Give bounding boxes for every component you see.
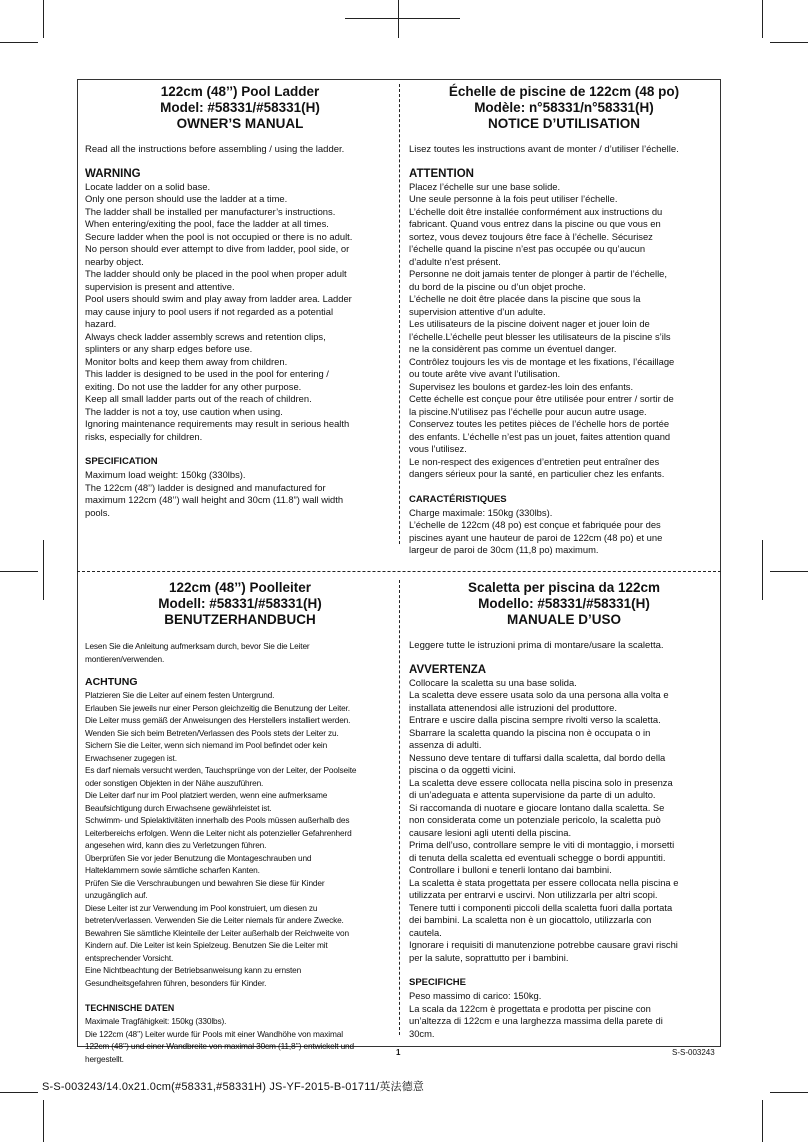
text-line: fabricant. Quand vous entrez dans la piscine ou que vous en [409, 218, 661, 229]
text-line: Die 122cm (48’’) Leiter wurde für Pools mit einer Wandhöhe von maximal [85, 1028, 343, 1039]
crop-mark [43, 0, 44, 38]
text-line: pools. [85, 506, 111, 518]
title-line: Model: #58331/#58331(H) [160, 100, 320, 115]
text-line: assenza di adulti. [409, 739, 482, 750]
german-title [85, 580, 395, 628]
text-line: Les utilisateurs de la piscine doivent nager et jouer loin de [409, 318, 650, 329]
spec-list [85, 1015, 395, 1065]
text-line: dei bambini. La scaletta non è un giocattolo, utilizzarla con [409, 914, 652, 925]
text-line: Tenere tutti i componenti piccoli della scaletta fuori dalla portata [409, 901, 673, 913]
text-line: l’échelle.L’échelle peut blesser les utilisateurs de la piscine s’ils [409, 330, 671, 342]
spec-list [409, 990, 719, 1040]
text-line: Prima dell’uso, controllare sempre le viti di montaggio, i morsetti [409, 839, 675, 850]
warning-list [85, 689, 395, 989]
english-section [85, 84, 395, 519]
text-line: Controllare i bulloni e tenerli lontano dai bambini. [409, 864, 612, 875]
text-line: This ladder is designed to be used in the pool for entering / [85, 368, 329, 379]
text-line: Diese Leiter ist zur Verwendung im Pool konstruiert, um diesen zu [85, 902, 318, 913]
title-line: MANUALE D’USO [507, 612, 621, 627]
text-line: Collocare la scaletta su una base solida. [409, 676, 577, 688]
intro-text: Lisez toutes les instructions avant de monter / d’utiliser l’échelle. [409, 144, 679, 155]
text-line: Ignorare i requisiti di manutenzione potrebbe causare gravi rischi [409, 939, 678, 950]
text-line: Si raccomanda di nuotare e giocare lontano dalla scaletta. Se [409, 801, 665, 813]
text-line: dangers sérieux pour la santé, en particulier chez les enfants. [409, 468, 665, 479]
warning-list [409, 677, 719, 965]
spec-list [409, 507, 719, 557]
warning-heading: ATTENTION [409, 167, 474, 180]
text-line: L’échelle ne doit être placée dans la piscine que sous la [409, 293, 641, 304]
text-line: Prüfen Sie die Verschraubungen und bewahren Sie diese für Kinder [85, 877, 325, 888]
text-line: La scaletta deve essere collocata nella piscina solo in presenza [409, 776, 673, 788]
text-line: No person should ever attempt to dive from ladder, pool side, or [85, 243, 350, 254]
title-line: Modèle: n°58331/n°58331(H) [474, 100, 654, 115]
warning-heading: AVVERTENZA [409, 663, 487, 676]
intro-text: Read all the instructions before assembling / using the ladder. [85, 144, 345, 155]
text-line: hazard. [85, 318, 117, 329]
text-line: Eine Nichtbeachtung der Betriebsanweisung kann zu ernsten [85, 965, 302, 975]
text-line: Peso massimo di carico: 150kg. [409, 990, 542, 1001]
text-line: ou toute arête vive avant l’utilisation. [409, 368, 561, 379]
title-line: Modello: #58331/#58331(H) [478, 596, 650, 611]
text-line: Pool users should swim and play away from ladder area. Ladder [85, 293, 352, 304]
spec-heading: CARACTÉRISTIQUES [409, 493, 507, 505]
text-line: largeur de paroi de 30cm (11,8 po) maximum. [409, 544, 599, 555]
text-line: un’altezza di 122cm e una larghezza massima della parete di [409, 1015, 663, 1026]
text-line: supervision attentive d’un adulte. [409, 305, 546, 317]
text-line: non considerata come un potenziale pericolo, la scaletta può [409, 814, 661, 825]
text-line: Nessuno deve tentare di tuffarsi dalla scaletta, dal bordo della [409, 751, 666, 763]
text-line: di tenuta della scaletta ed eventuali schegge o bordi appuntiti. [409, 851, 666, 863]
intro-text [85, 640, 395, 665]
text-line: la piscine.N’utilisez pas l’échelle pour aucun autre usage. [409, 405, 647, 417]
text-line: installata attenendosi alle istruzioni del produttore. [409, 701, 617, 713]
text-line: Maximale Tragfähigkeit: 150kg (330lbs). [85, 1016, 227, 1026]
text-line: l’échelle quand la piscine n’est pas occupée ou qu’aucun [409, 243, 646, 254]
text-line: risks, especially for children. [85, 430, 203, 442]
text-line: Keep all small ladder parts out of the reach of children. [85, 393, 312, 404]
text-line: exiting. Do not use the ladder for any other purpose. [85, 380, 302, 392]
text-line: oder sonstigen Objekten in der Nähe auszuführen. [85, 777, 264, 788]
text-line: Conservez toutes les petites pièces de l’échelle hors de portée [409, 418, 670, 429]
text-line: When entering/exiting the pool, face the ladder at all times. [85, 218, 329, 229]
title-line: 122cm (48’’) Poolleiter [168, 580, 312, 595]
center-divider [399, 84, 400, 544]
warning-list [85, 181, 395, 444]
text-line: di un’adeguata e attenta supervisione da parte di un adulto. [409, 789, 656, 800]
italian-section [409, 580, 719, 1040]
text-line: La scala da 122cm è progettata e prodotta per piscine con [409, 1002, 651, 1014]
title-line: 122cm (48’’) Pool Ladder [160, 84, 320, 99]
text-line: Personne ne doit jamais tenter de plonger à partir de l’échelle, [409, 268, 667, 279]
text-line: vous l’utilisez. [409, 443, 467, 454]
intro-text: Leggere tutte le istruzioni prima di montare/usare la scaletta. [409, 640, 664, 651]
page-number: 1 [396, 1048, 401, 1057]
text-line: Gesundheitsgefahren führen, besonders für Kinder. [85, 977, 267, 988]
text-line: splinters or any sharp edges before use. [85, 343, 253, 354]
text-line: La scaletta deve essere usata solo da una persona alla volta e [409, 689, 669, 700]
text-line: des enfants. L’échelle n’est pas un jouet, faites attention quand [409, 430, 671, 442]
crop-mark [345, 18, 460, 19]
crop-mark [0, 42, 38, 43]
crop-mark [398, 0, 399, 38]
title-line: OWNER’S MANUAL [176, 116, 304, 131]
text-line: Die Leiter darf nur im Pool platziert werden, wenn eine aufmerksame [85, 790, 328, 800]
text-line: 122cm (48’’) und einer Wandbreite von maximal 30cm (11,8’’) entwickelt und [85, 1041, 354, 1051]
text-line: nearby object. [85, 255, 144, 267]
text-line: Secure ladder when the pool is not occupied or there is no adult. [85, 230, 353, 242]
text-line: Erwachsener zugegen ist. [85, 752, 177, 763]
crop-mark [43, 540, 44, 600]
crop-mark [762, 1100, 763, 1142]
text-line: Une seule personne à la fois peut utiliser l’échelle. [409, 193, 618, 204]
text-line: maximum 122cm (48’’) wall height and 30cm (11.8”) wall width [85, 494, 344, 505]
english-title [85, 84, 395, 132]
title-line: Scaletta per piscina da 122cm [467, 580, 661, 595]
text-line: angesehen wird, kann dies zu Verletzungen führen. [85, 840, 267, 850]
text-line: Sichern Sie die Leiter, wenn sich niemand im Pool befindet oder kein [85, 740, 328, 750]
text-line: hergestellt. [85, 1053, 124, 1064]
italian-title [409, 580, 719, 628]
text-line: Platzieren Sie die Leiter auf einem festen Untergrund. [85, 690, 275, 700]
text-line: utilizzata per entrarvi e uscirvi. Non utilizzarla per altri scopi. [409, 889, 658, 900]
text-line: The ladder shall be installed per manufacturer’s instructions. [85, 205, 336, 217]
text-line: causare lesioni agli utenti della piscina. [409, 826, 572, 838]
spec-heading: SPECIFICATION [85, 456, 158, 467]
text-line: Wenden Sie sich beim Betreten/Verlassen des Pools stets der Leiter zu. [85, 727, 339, 738]
text-line: cautela. [409, 926, 442, 938]
text-line: The ladder is not a toy, use caution when using. [85, 405, 283, 417]
title-line: Modell: #58331/#58331(H) [158, 596, 322, 611]
text-line: Beaufsichtigung durch Erwachsene gewährleistet ist. [85, 802, 272, 813]
german-section [85, 580, 395, 1065]
text-line: Halteklammern sowie sämtliche scharfen Kanten. [85, 865, 260, 875]
intro-line: montieren/verwenden. [85, 653, 165, 664]
text-line: du bord de la piscine ou d’un objet proche. [409, 280, 586, 292]
center-divider [399, 580, 400, 1035]
text-line: Charge maximale: 150kg (330lbs). [409, 506, 553, 518]
text-line: Maximum load weight: 150kg (330lbs). [85, 469, 246, 480]
spec-heading: SPECIFICHE [409, 977, 467, 988]
text-line: Contrôlez toujours les vis de montage et les fixations, l’écaillage [409, 355, 675, 367]
crop-mark [43, 1100, 44, 1142]
text-line: Entrare e uscire dalla piscina sempre rivolti verso la scaletta. [409, 714, 661, 725]
intro-line: Lesen Sie die Anleitung aufmerksam durch, bevor Sie die Leiter [85, 641, 310, 651]
text-line: Schwimm- und Spielaktivitäten innerhalb des Pools müssen außerhalb des [85, 815, 350, 825]
crop-mark [0, 571, 38, 572]
warning-list [409, 181, 719, 481]
text-line: may cause injury to pool users if not regarded as a potential [85, 305, 334, 317]
text-line: ne la considèrent pas comme un éventuel danger. [409, 343, 617, 354]
spec-list [85, 469, 395, 519]
crop-mark [762, 540, 763, 600]
text-line: d’adulte n’est présent. [409, 255, 501, 267]
text-line: The 122cm (48’’) ladder is designed and manufactured for [85, 481, 326, 493]
text-line: Leiterbereichs erfolgen. Wenn die Leiter nicht als potenzieller Gefahrenherd [85, 827, 352, 838]
text-line: Erlauben Sie jeweils nur einer Person gleichzeitig die Benutzung der Leiter. [85, 702, 350, 713]
text-line: Placez l’échelle sur une base solide. [409, 180, 561, 192]
text-line: Le non-respect des exigences d’entretien peut entraîner des [409, 455, 660, 467]
title-line: BENUTZERHANDBUCH [164, 612, 316, 627]
text-line: unzugänglich auf. [85, 890, 148, 900]
text-line: supervision is present and attentive. [85, 280, 235, 292]
title-line: Échelle de piscine de 122cm (48 po) [448, 84, 680, 99]
text-line: Locate ladder on a solid base. [85, 180, 211, 192]
text-line: per la salute, soprattutto per i bambini. [409, 951, 569, 963]
text-line: Monitor bolts and keep them away from children. [85, 355, 288, 367]
french-section [409, 84, 719, 557]
crop-mark [770, 571, 808, 572]
crop-mark [762, 0, 763, 38]
text-line: sortez, vous devez toujours être face à l’échelle. Sécurisez [409, 230, 653, 242]
text-line: Ignoring maintenance requirements may result in serious health [85, 418, 350, 429]
print-footer: S-S-003243/14.0x21.0cm(#58331,#58331H) JS-YF-2015-B-01711/英法德意 [42, 1081, 425, 1093]
crop-mark [770, 42, 808, 43]
text-line: L’échelle de 122cm (48 po) est conçue et fabriquée pour des [409, 519, 661, 530]
text-line: The ladder should only be placed in the pool when proper adult [85, 268, 347, 279]
crop-mark [770, 1092, 808, 1093]
text-line: piscines ayant une hauteur de paroi de 122cm (48 po) et une [409, 531, 663, 543]
text-line: Kindern auf. Die Leiter ist kein Spielzeug. Benutzen Sie die Leiter mit [85, 940, 328, 950]
text-line: betreten/verlassen. Verwenden Sie die Leiter niemals für andere Zwecke. [85, 915, 344, 925]
text-line: Es darf niemals versucht werden, Tauchsprünge von der Leiter, der Poolseite [85, 765, 357, 775]
text-line: 30cm. [409, 1027, 435, 1039]
text-line: Überprüfen Sie vor jeder Benutzung die Montageschrauben und [85, 852, 312, 863]
text-line: L’échelle doit être installée conformément aux instructions du [409, 205, 663, 217]
text-line: Cette échelle est conçue pour être utilisée pour entrer / sortir de [409, 393, 674, 404]
french-title [409, 84, 719, 132]
text-line: La scaletta è stata progettata per essere collocata nella piscina e [409, 876, 679, 888]
warning-heading: ACHTUNG [85, 676, 138, 688]
warning-heading: WARNING [85, 167, 141, 180]
text-line: Bewahren Sie sämtliche Kleinteile der Leiter außerhalb der Reichweite von [85, 927, 349, 938]
spec-heading: TECHNISCHE DATEN [85, 1003, 175, 1013]
text-line: Always check ladder assembly screws and retention clips, [85, 330, 326, 342]
text-line: Only one person should use the ladder at a time. [85, 193, 288, 204]
fold-line [77, 571, 721, 572]
document-code: S-S-003243 [672, 1048, 715, 1057]
crop-mark [0, 1092, 38, 1093]
title-line: NOTICE D’UTILISATION [488, 116, 640, 131]
text-line: entsprechender Vorsicht. [85, 952, 174, 963]
text-line: Die Leiter muss gemäß der Anweisungen des Herstellers installiert werden. [85, 715, 351, 725]
text-line: Supervisez les boulons et gardez-les loin des enfants. [409, 380, 634, 392]
text-line: piscina o da oggetti vicini. [409, 764, 516, 775]
text-line: Sbarrare la scaletta quando la piscina non è occupata o in [409, 726, 651, 738]
